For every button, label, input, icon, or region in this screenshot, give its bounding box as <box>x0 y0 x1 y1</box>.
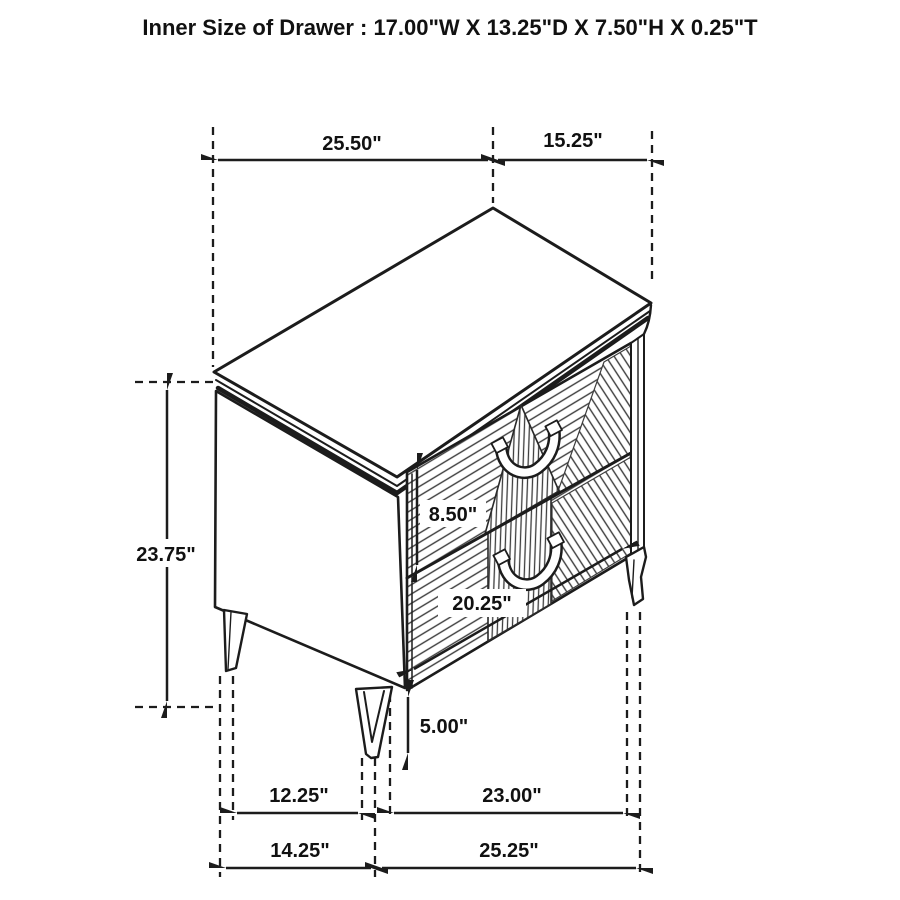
back-left-leg <box>224 610 247 671</box>
dim-leg-height <box>408 697 468 753</box>
dim-leg-span-side <box>237 785 358 813</box>
dim-base-width <box>382 840 636 868</box>
front-right-leg <box>626 547 646 605</box>
dim-drawer-front-height-label: 8.50" <box>428 504 478 526</box>
dim-top-width-label: 25.50" <box>322 133 382 155</box>
dim-top-depth <box>498 130 647 160</box>
dim-drawer-front-width-label: 20.25" <box>452 593 512 615</box>
dim-top-width <box>218 133 488 160</box>
dim-overall-height-label: 23.75" <box>136 544 196 566</box>
dim-leg-span-side-label: 12.25" <box>269 785 329 807</box>
dim-leg-height-label: 5.00" <box>419 716 469 738</box>
dim-leg-span-front <box>394 785 623 813</box>
dim-overall-height <box>124 390 209 701</box>
dim-leg-span-front-label: 23.00" <box>482 785 542 807</box>
dim-top-depth-label: 15.25" <box>543 130 603 152</box>
right-edge-band <box>631 305 651 556</box>
page-title: Inner Size of Drawer : 17.00"W X 13.25"D X 7.50"H X 0.25"T <box>142 15 758 40</box>
dim-base-width-label: 25.25" <box>479 840 539 862</box>
front-center-leg <box>356 687 392 758</box>
dim-base-depth <box>226 840 371 868</box>
nightstand-drawing <box>214 208 651 758</box>
dim-base-depth-label: 14.25" <box>270 840 330 862</box>
